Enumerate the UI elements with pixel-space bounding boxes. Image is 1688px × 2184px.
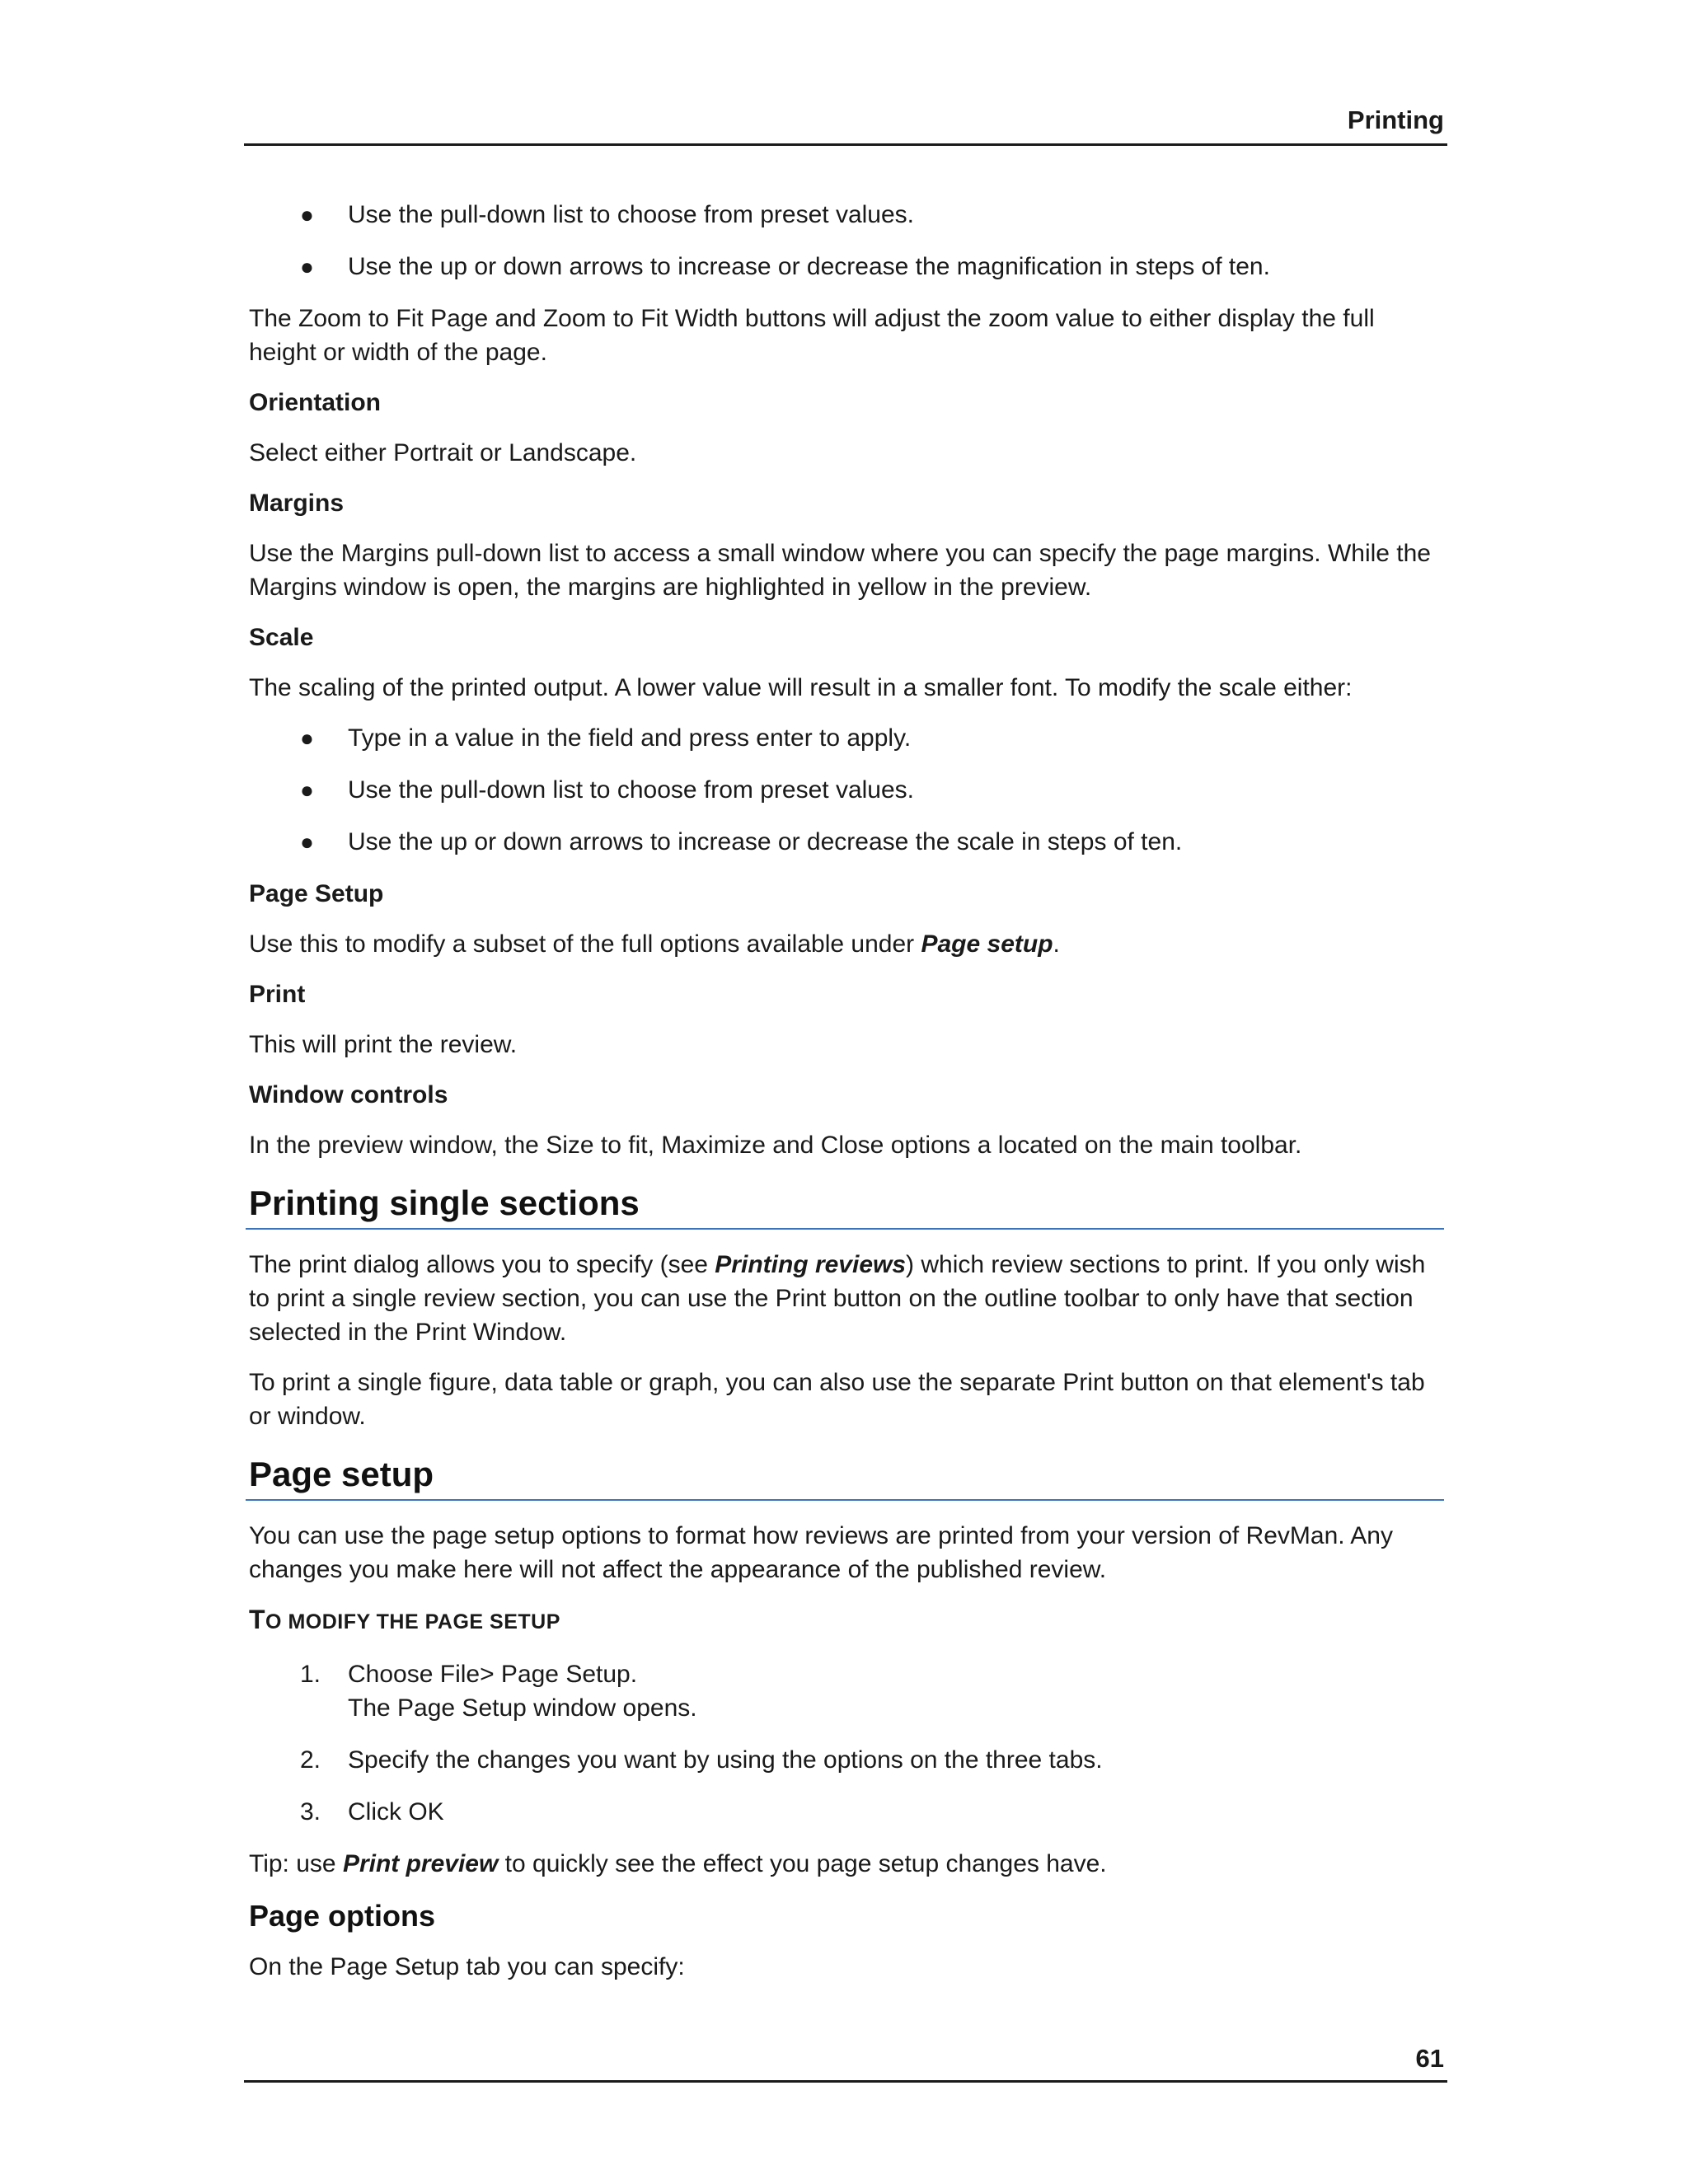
printing-single-sections-p2: To print a single figure, data table or graph, you can also use the separate Print button on that element's tab or window.: [249, 1369, 1425, 1430]
print-option-heading: Print: [249, 981, 306, 1008]
print-preview-link[interactable]: Print preview: [342, 1850, 499, 1877]
page-content: [249, 198, 1444, 2000]
list-item: 2. Specify the changes you want by using the options on the three tabs.: [300, 1746, 1103, 1774]
list-item: ● Type in a value in the field and press enter to apply.: [249, 721, 1444, 755]
bullet-icon: ●: [300, 777, 314, 803]
window-controls-text: In the preview window, the Size to fit, Maximize and Close options a located on the main toolbar.: [249, 1132, 1302, 1159]
list-item: ● Use the up or down arrows to increase or decrease the scale in steps of ten.: [249, 825, 1444, 859]
list-item: ● Use the pull-down list to choose from preset values.: [249, 773, 1444, 807]
page-options-heading: Page options: [249, 1899, 436, 1933]
page-setup-option-text: Use this to modify a subset of the full options available under Page setup.: [249, 930, 1060, 958]
scale-text: The scaling of the printed output. A lower value will result in a smaller font. To modify the scale either:: [249, 674, 1353, 701]
procedure-steps: [249, 1657, 1444, 1829]
list-item: ● Use the pull-down list to choose from preset values.: [249, 198, 1444, 232]
bullet-icon: ●: [300, 725, 314, 751]
page-number: 61: [1415, 2044, 1444, 2073]
scale-heading: Scale: [249, 624, 314, 651]
orientation-text: Select either Portrait or Landscape.: [249, 439, 637, 466]
zoom-bullet-list: [249, 198, 1444, 284]
tip-paragraph: Tip: use Print preview to quickly see the effect you page setup changes have.: [249, 1850, 1107, 1877]
printing-reviews-link[interactable]: Printing reviews: [715, 1251, 907, 1278]
scale-bullet-list: [249, 721, 1444, 859]
procedure-title: TO MODIFY THE PAGE SETUP: [249, 1605, 560, 1634]
page-setup-option-heading: Page Setup: [249, 880, 384, 907]
printing-single-sections-p1: The print dialog allows you to specify (see Printing reviews) which review sections to print. If you only wish to print a single review section, you can use the Print button on the outline toolbar to only have that section selected in the Print Window.: [249, 1251, 1426, 1346]
bullet-icon: ●: [300, 829, 314, 855]
header-title: Printing: [1347, 105, 1444, 134]
bullet-icon: ●: [300, 254, 314, 279]
page-setup-intro: You can use the page setup options to format how reviews are printed from your version of RevMan. Any changes you make here will not affect the appearance of the published review.: [249, 1522, 1393, 1583]
list-item: 3. Click OK: [300, 1798, 444, 1825]
running-header: [244, 102, 1447, 146]
list-item: 1. Choose File> Page Setup. The Page Setup window opens.: [300, 1661, 697, 1722]
page-setup-section-heading: Page setup: [246, 1453, 1444, 1501]
print-option-text: This will print the review.: [249, 1031, 518, 1058]
list-item: ● Use the up or down arrows to increase or decrease the magnification in steps of ten.: [249, 250, 1444, 284]
page-options-text: On the Page Setup tab you can specify:: [249, 1953, 685, 1980]
bullet-icon: ●: [300, 202, 314, 227]
window-controls-heading: Window controls: [249, 1081, 448, 1108]
zoom-fit-paragraph: The Zoom to Fit Page and Zoom to Fit Width buttons will adjust the zoom value to either display the full height or width of the page.: [249, 305, 1375, 366]
margins-heading: Margins: [249, 490, 345, 517]
orientation-heading: Orientation: [249, 389, 382, 416]
page-setup-link[interactable]: Page setup: [921, 930, 1053, 958]
running-footer: [244, 2041, 1447, 2083]
printing-single-sections-heading: Printing single sections: [246, 1182, 1444, 1230]
margins-text: Use the Margins pull-down list to access a small window where you can specify the page margins. While the Margins window is open, the margins are highlighted in yellow in the preview.: [249, 540, 1431, 601]
